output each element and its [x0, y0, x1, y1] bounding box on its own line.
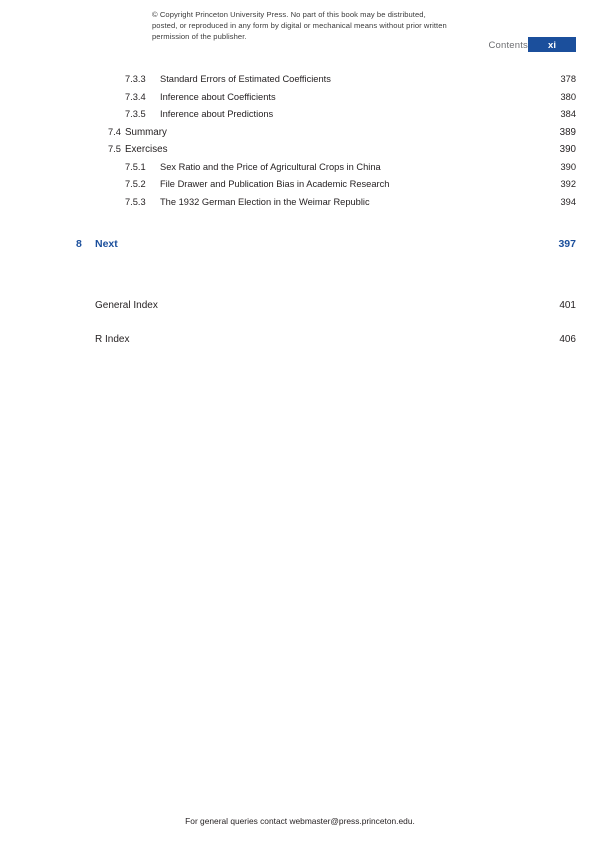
toc-entry-label: Inference about Coefficients	[160, 91, 276, 102]
toc-entry-page: 384	[560, 109, 576, 119]
toc-entry-number: 7.3.3	[125, 74, 146, 84]
toc-entry-number: 7.3.5	[125, 109, 146, 119]
toc-entry-page: 406	[559, 333, 576, 345]
toc-entry-label: Next	[95, 238, 118, 250]
toc-spacer	[0, 214, 600, 238]
toc-entry[interactable]	[0, 179, 600, 197]
toc-entry-label: General Index	[95, 300, 158, 311]
toc-entry-page: 401	[559, 300, 576, 311]
toc-entry-chapter[interactable]	[0, 238, 600, 260]
toc-entry[interactable]	[0, 197, 600, 215]
toc-entry-number: 7.5.3	[125, 196, 146, 207]
running-head-label: Contents	[488, 40, 528, 51]
toc-entry[interactable]	[0, 144, 600, 162]
toc-entry-number: 7.5.1	[125, 161, 146, 172]
toc-entry-number: 7.5	[108, 144, 121, 154]
toc-spacer	[0, 284, 600, 300]
toc-entry-page: 390	[559, 144, 576, 155]
toc-entry[interactable]	[0, 162, 600, 180]
toc-entry-backmatter[interactable]	[0, 334, 600, 352]
toc-entry-page: 389	[559, 126, 576, 138]
toc-entry[interactable]	[0, 74, 600, 92]
toc-entry-page: 390	[560, 161, 576, 172]
toc-entry-page: 380	[560, 91, 576, 102]
toc-entry-number: 7.4	[108, 126, 121, 137]
folio-number: xi	[548, 40, 556, 51]
toc-entry-page: 394	[560, 196, 576, 207]
toc-entry-label: Inference about Predictions	[160, 109, 274, 119]
page-footer: For general queries contact webmaster@press.princeton.edu.	[185, 816, 415, 826]
toc-spacer	[0, 318, 600, 334]
toc-entry-label: Standard Errors of Estimated Coefficients	[160, 74, 331, 84]
toc-entry-label: Sex Ratio and the Price of Agricultural Crops in China	[160, 161, 381, 172]
running-head	[0, 40, 600, 56]
toc-entry-page: 397	[558, 238, 576, 250]
toc-entry-number: 7.5.2	[125, 179, 146, 189]
toc-entry-label: The 1932 German Election in the Weimar Republic	[160, 196, 370, 207]
toc-entry-label: File Drawer and Publication Bias in Academic Research	[160, 179, 390, 189]
toc-entry-number: 7.3.4	[125, 91, 146, 102]
table-of-contents	[0, 74, 600, 351]
toc-entry-page: 378	[560, 74, 576, 84]
toc-entry[interactable]	[0, 127, 600, 145]
copyright-notice: © Copyright Princeton University Press. No part of this book may be distributed, posted, or reproduced in any form by digital or mechanical means without prior written permission of the publisher.	[152, 10, 447, 41]
toc-entry-page: 392	[560, 179, 576, 189]
toc-entry-number: 8	[76, 238, 82, 250]
toc-entry-label: Exercises	[125, 144, 168, 155]
toc-entry[interactable]	[0, 109, 600, 127]
toc-entry-label: Summary	[125, 126, 167, 138]
toc-entry-backmatter[interactable]	[0, 300, 600, 318]
toc-entry-label: R Index	[95, 333, 130, 345]
toc-entry[interactable]	[0, 92, 600, 110]
toc-spacer	[0, 260, 600, 284]
